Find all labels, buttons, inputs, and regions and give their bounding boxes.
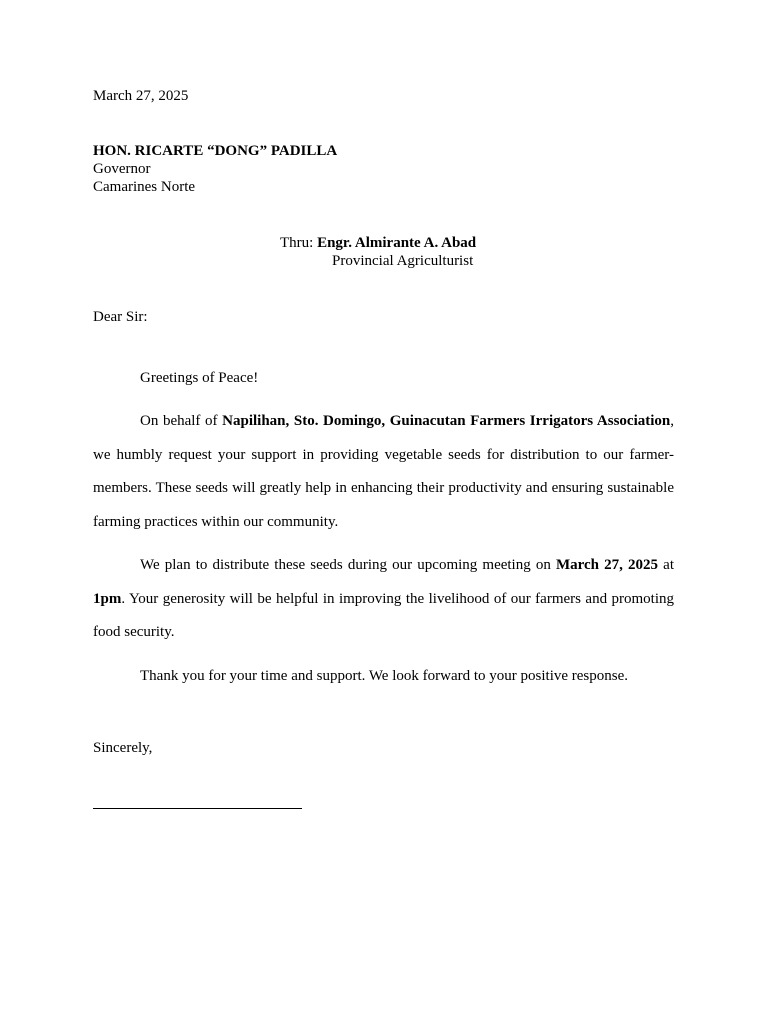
salutation: Dear Sir: bbox=[93, 309, 148, 325]
paragraph-request bbox=[93, 405, 674, 539]
thru-prefix: Thru: bbox=[280, 235, 318, 251]
closing: Sincerely, bbox=[93, 740, 153, 756]
organization-name: Napilihan, Sto. Domingo, Guinacutan Farmers Irrigators Association bbox=[222, 413, 671, 429]
paragraph2-rest: . Your generosity will be helpful in improving the livelihood of our farmers and promoting food security. bbox=[93, 590, 674, 640]
paragraph2-mid: at bbox=[658, 557, 675, 573]
thru-line bbox=[280, 234, 476, 252]
thru-title: Provincial Agriculturist bbox=[332, 253, 474, 269]
paragraph1-lead: On behalf of bbox=[140, 413, 223, 429]
meeting-date: March 27, 2025 bbox=[555, 557, 659, 573]
thru-name: Engr. Almirante A. Abad bbox=[317, 235, 477, 251]
paragraph1-rest: , we humbly request your support in providing vegetable seeds for distribution to our farmer-members. These seeds will greatly help in enhancing their productivity and ensuring sustainable farming practices within our community. bbox=[93, 413, 674, 530]
greeting: Greetings of Peace! bbox=[140, 370, 259, 386]
recipient-title: Governor bbox=[93, 161, 151, 177]
paragraph-thanks: Thank you for your time and support. We look forward to your positive response. bbox=[140, 668, 629, 684]
recipient-name: HON. RICARTE “DONG” PADILLA bbox=[93, 143, 338, 159]
signature-line bbox=[93, 800, 302, 809]
letter-date: March 27, 2025 bbox=[93, 88, 189, 104]
paragraph2-lead: We plan to distribute these seeds during our upcoming meeting on bbox=[140, 557, 556, 573]
meeting-time: 1pm bbox=[93, 590, 122, 607]
recipient-place: Camarines Norte bbox=[93, 179, 196, 195]
paragraph-schedule bbox=[93, 549, 674, 650]
